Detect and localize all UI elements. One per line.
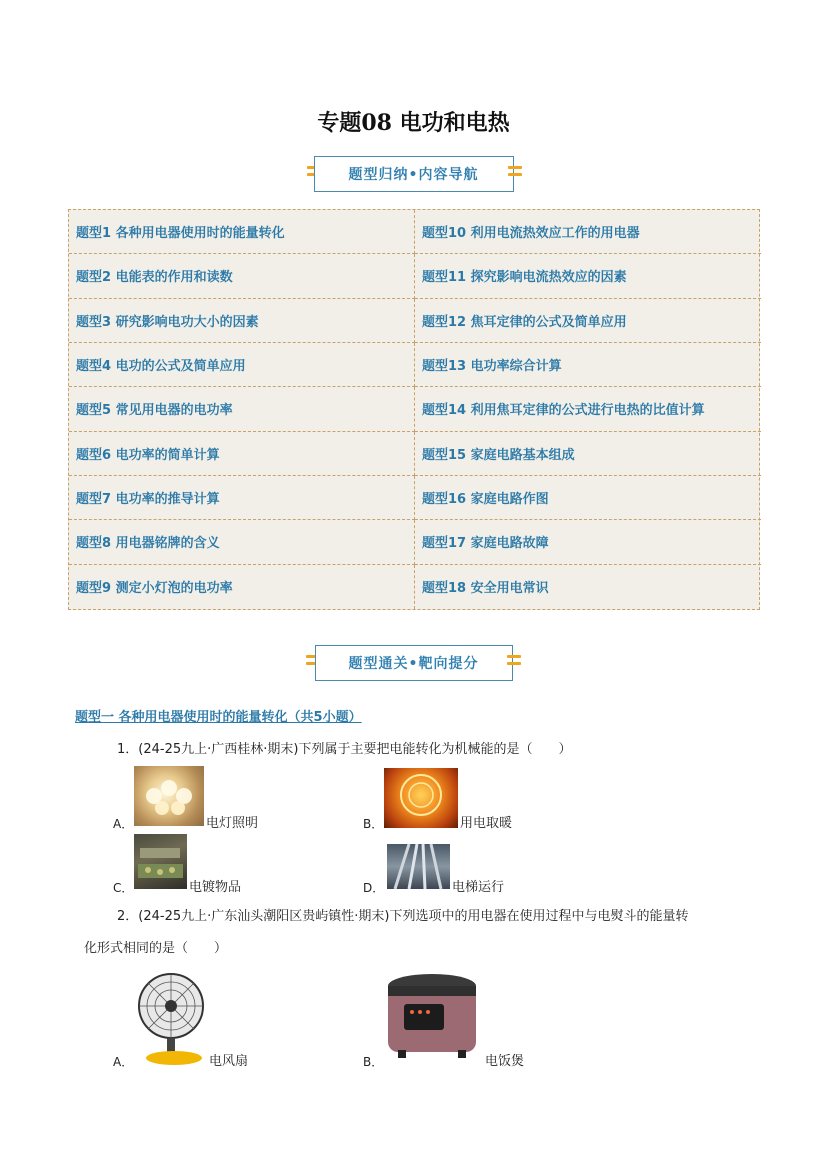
electric-heater-image <box>384 768 458 828</box>
nav-item[interactable]: 题型2 电能表的作用和读数 <box>69 254 415 298</box>
option-letter: A． <box>113 1055 134 1069</box>
nav-item[interactable]: 题型7 电功率的推导计算 <box>69 476 415 520</box>
question-stem: 1．(24-25九上·广西桂林·期末)下列属于主要把电能转化为机械能的是（ ） <box>117 742 572 757</box>
option-text: 用电取暖 <box>460 816 513 831</box>
option-letter: C． <box>113 881 134 895</box>
nav-item[interactable]: 题型16 家庭电路作图 <box>415 476 761 520</box>
option-text: 电风扇 <box>209 1054 249 1069</box>
banner-label: 题型归纳•内容导航 <box>314 156 514 192</box>
nav-item[interactable]: 题型9 测定小灯泡的电功率 <box>69 565 415 609</box>
nav-item[interactable]: 题型14 利用焦耳定律的公式进行电热的比值计算 <box>415 387 761 431</box>
escalator-icon <box>387 844 450 889</box>
option-text: 电灯照明 <box>206 816 259 831</box>
heater-icon <box>384 768 458 828</box>
option-letter: A． <box>113 817 134 831</box>
escalator-image <box>387 844 450 889</box>
page-title: 专题08 电功和电热 <box>317 110 510 136</box>
option-text: 电镀物品 <box>189 880 242 895</box>
banner-decoration-icon <box>507 655 521 671</box>
nav-item[interactable]: 题型10 利用电流热效应工作的用电器 <box>415 210 761 254</box>
section-heading: 题型一 各种用电器使用时的能量转化（共5小题） <box>75 710 362 725</box>
ceiling-lamp-image <box>134 766 204 826</box>
nav-item[interactable]: 题型1 各种用电器使用时的能量转化 <box>69 210 415 254</box>
lamp-icon <box>134 766 204 826</box>
rice-cooker-image <box>384 968 480 1064</box>
nav-item[interactable]: 题型5 常见用电器的电功率 <box>69 387 415 431</box>
electroplating-image <box>134 834 187 889</box>
rice-cooker-icon <box>384 968 480 1064</box>
fan-icon <box>134 970 208 1067</box>
topic-navigation-table <box>68 209 760 610</box>
nav-item[interactable]: 题型17 家庭电路故障 <box>415 520 761 564</box>
nav-item[interactable]: 题型11 探究影响电流热效应的因素 <box>415 254 761 298</box>
section-banner-practice <box>0 645 827 685</box>
electroplating-icon <box>134 834 187 889</box>
nav-item[interactable]: 题型4 电功的公式及简单应用 <box>69 343 415 387</box>
banner-label: 题型通关•靶向提分 <box>315 645 513 681</box>
option-letter: B． <box>363 1055 384 1069</box>
option-text: 电梯运行 <box>452 880 505 895</box>
nav-item[interactable]: 题型8 用电器铭牌的含义 <box>69 520 415 564</box>
nav-item[interactable]: 题型18 安全用电常识 <box>422 581 549 597</box>
option-letter: B． <box>363 817 384 831</box>
nav-item[interactable]: 题型12 焦耳定律的公式及简单应用 <box>415 299 761 343</box>
nav-item[interactable]: 题型6 电功率的简单计算 <box>69 432 415 476</box>
question-stem: 2．(24-25九上·广东汕头潮阳区贵屿镇性·期末)下列选项中的用电器在使用过程中与电熨斗的能量转 <box>117 909 689 924</box>
nav-item[interactable]: 题型3 研究影响电功大小的因素 <box>69 299 415 343</box>
option-text: 电饭煲 <box>485 1054 525 1069</box>
banner-decoration-icon <box>508 166 522 182</box>
electric-fan-image <box>134 970 208 1067</box>
nav-item[interactable]: 题型15 家庭电路基本组成 <box>415 432 761 476</box>
option-letter: D． <box>363 881 385 895</box>
section-banner-navigation <box>0 156 827 196</box>
nav-item[interactable]: 题型13 电功率综合计算 <box>415 343 761 387</box>
question-stem-continued: 化形式相同的是（ ） <box>84 941 228 956</box>
